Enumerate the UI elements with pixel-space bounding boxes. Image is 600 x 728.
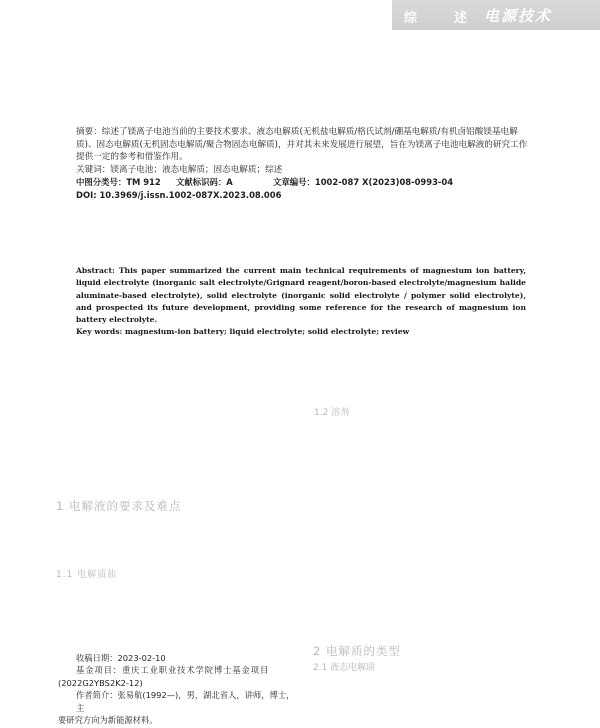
chinese-abstract-text: 摘要：综述了镁离子电池当前的主要技术要求、液态电解质(无机盐电解质/格氏试剂/硼基电解质/有机卤铝酸镁基电解质)、固态电解质(无机固态电解质/聚合物固态电解质)，并对其未来发展进行展望，旨在为镁离子电池电解液的研究工作提供一定的参考和借鉴作用。	[76, 127, 528, 162]
header-column-label: 综	[404, 11, 418, 26]
doi: DOI: 10.3969/j.issn.1002-087X.2023.08.006	[76, 189, 282, 200]
footnote-block	[58, 652, 298, 726]
fund-project: 基金项目：重庆工业职业技术学院博士基金项目	[76, 665, 270, 676]
chinese-abstract-block	[76, 126, 530, 201]
english-abstract-text: Abstract: This paper summarized the current main technical requirements of magnesium ion battery, liquid electrolyte (inorganic salt electrolyte/Grignard reagent/boron-based electrolyte/magnesium halide aluminate-based electrolyte), solid electrolyte (inorganic solid electrolyte / polymer solid electrolyte), and prospected its future development, providing some reference for the research of magnesium ion battery electrolyte.	[76, 266, 526, 325]
section-heading-2: 2 电解质的类型	[313, 644, 401, 658]
journal-name: 电源技术	[484, 7, 553, 25]
section-heading-1: 1 电解液的要求及难点	[56, 499, 182, 513]
author-bio-continued: 要研究方向为新能源材料。	[58, 715, 158, 726]
journal-header-band	[392, 0, 600, 30]
classification-row	[76, 176, 530, 189]
section-heading-1-2: 1.2 溶剂	[314, 408, 350, 418]
chinese-keywords: 关键词：镁离子电池；液态电解质；固态电解质；综述	[76, 164, 283, 175]
author-bio: 作者简介：张易航(1992—)，男，湖北省人，讲师，博士，主	[76, 690, 295, 713]
received-date: 收稿日期：2023-02-10	[76, 653, 166, 663]
article-number: 文章编号：1002-087 X(2023)08-0993-04	[273, 177, 454, 187]
english-keywords: Key words: magnesium-ion battery; liquid electrolyte; solid electrolyte; review	[76, 327, 410, 337]
fund-project-number: (2022G2YBS2K2-12)	[58, 677, 143, 688]
english-abstract-block	[76, 265, 526, 339]
document-code: 文献标识码：A	[176, 177, 233, 187]
section-heading-2-1: 2.1 液态电解质	[313, 663, 376, 673]
clc-number: 中图分类号：TM 912	[76, 177, 161, 187]
header-column-label-2: 述	[454, 11, 468, 26]
section-heading-1-1: 1.1 电解质盐	[56, 570, 118, 580]
